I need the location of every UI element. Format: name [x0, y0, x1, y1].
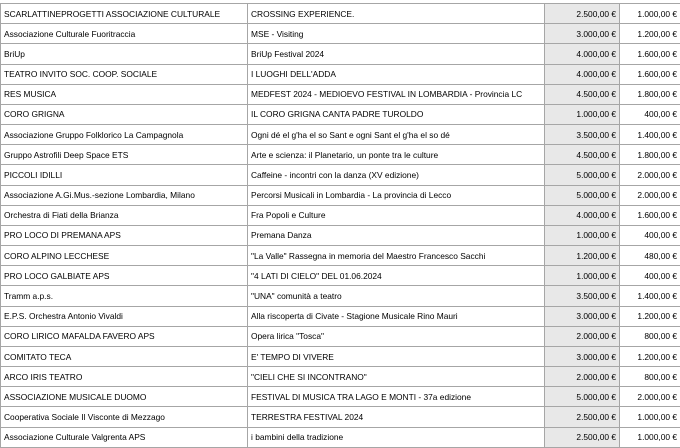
cost-cell: 3.000,00 € [545, 306, 620, 326]
contribution-cell: 2.000,00 € [620, 185, 680, 205]
cost-cell: 3.000,00 € [545, 346, 620, 366]
contribution-cell: 1.800,00 € [620, 145, 680, 165]
organization-cell: CORO ALPINO LECCHESE [1, 246, 248, 266]
table-row [1, 205, 680, 225]
cost-cell: 4.500,00 € [545, 145, 620, 165]
cost-cell: 5.000,00 € [545, 387, 620, 407]
cost-cell: 3.000,00 € [545, 24, 620, 44]
organization-cell: CORO GRIGNA [1, 104, 248, 124]
contribution-cell: 1.200,00 € [620, 346, 680, 366]
project-cell: Premana Danza [248, 225, 545, 245]
table-row [1, 24, 680, 44]
contribution-cell: 1.000,00 € [620, 4, 680, 24]
organization-cell: COMITATO TECA [1, 346, 248, 366]
contribution-cell: 1.600,00 € [620, 64, 680, 84]
organization-cell: Tramm a.p.s. [1, 286, 248, 306]
table-row [1, 225, 680, 245]
project-cell: Ogni dé el g'ha el so Sant e ogni Sant el g'ha el so dé [248, 125, 545, 145]
organization-cell: PRO LOCO DI PREMANA APS [1, 225, 248, 245]
contribution-cell: 1.200,00 € [620, 24, 680, 44]
organization-cell: PICCOLI IDILLI [1, 165, 248, 185]
organization-cell: E.P.S. Orchestra Antonio Vivaldi [1, 306, 248, 326]
cost-cell: 3.500,00 € [545, 125, 620, 145]
organization-cell: Cooperativa Sociale Il Visconte di Mezzago [1, 407, 248, 427]
contribution-cell: 2.000,00 € [620, 387, 680, 407]
project-cell: Percorsi Musicali in Lombardia - La provincia di Lecco [248, 185, 545, 205]
table-row [1, 407, 680, 427]
contribution-cell: 800,00 € [620, 326, 680, 346]
table-row [1, 367, 680, 387]
contribution-cell: 1.800,00 € [620, 84, 680, 104]
table-row [1, 125, 680, 145]
cost-cell: 1.000,00 € [545, 225, 620, 245]
contribution-cell: 400,00 € [620, 266, 680, 286]
cost-cell: 1.000,00 € [545, 266, 620, 286]
cost-cell: 4.000,00 € [545, 44, 620, 64]
project-cell: "UNA" comunità a teatro [248, 286, 545, 306]
contribution-cell: 800,00 € [620, 367, 680, 387]
project-cell: Fra Popoli e Culture [248, 205, 545, 225]
organization-cell: BriUp [1, 44, 248, 64]
table-row [1, 427, 680, 447]
contribution-cell: 1.600,00 € [620, 44, 680, 64]
cost-cell: 2.500,00 € [545, 427, 620, 447]
contribution-cell: 400,00 € [620, 225, 680, 245]
contribution-cell: 400,00 € [620, 104, 680, 124]
organization-cell: TEATRO INVITO SOC. COOP. SOCIALE [1, 64, 248, 84]
table-row [1, 286, 680, 306]
table-row [1, 387, 680, 407]
project-cell: MSE - Visiting [248, 24, 545, 44]
cost-cell: 4.000,00 € [545, 205, 620, 225]
contribution-cell: 1.400,00 € [620, 125, 680, 145]
organization-cell: Associazione Culturale Valgrenta APS [1, 427, 248, 447]
contribution-cell: 2.000,00 € [620, 165, 680, 185]
contribution-cell: 1.000,00 € [620, 427, 680, 447]
table-row [1, 306, 680, 326]
project-cell: MEDFEST 2024 - MEDIOEVO FESTIVAL IN LOMBARDIA - Provincia LC [248, 84, 545, 104]
cost-cell: 2.500,00 € [545, 4, 620, 24]
contribution-cell: 480,00 € [620, 246, 680, 266]
organization-cell: CORO LIRICO MAFALDA FAVERO APS [1, 326, 248, 346]
project-cell: IL CORO GRIGNA CANTA PADRE TUROLDO [248, 104, 545, 124]
contribution-cell: 1.400,00 € [620, 286, 680, 306]
project-cell: Alla riscoperta di Civate - Stagione Musicale Rino Mauri [248, 306, 545, 326]
project-cell: Opera lirica "Tosca" [248, 326, 545, 346]
organization-cell: SCARLATTINEPROGETTI ASSOCIAZIONE CULTURALE [1, 4, 248, 24]
table-row [1, 346, 680, 366]
table-row [1, 246, 680, 266]
project-cell: "CIELI CHE SI INCONTRANO" [248, 367, 545, 387]
contribution-cell: 1.600,00 € [620, 205, 680, 225]
cost-cell: 4.500,00 € [545, 84, 620, 104]
table-row [1, 4, 680, 24]
organization-cell: Associazione A.Gi.Mus.-sezione Lombardia, Milano [1, 185, 248, 205]
table-row [1, 266, 680, 286]
cost-cell: 1.200,00 € [545, 246, 620, 266]
organization-cell: Associazione Gruppo Folklorico La Campagnola [1, 125, 248, 145]
cost-cell: 1.000,00 € [545, 104, 620, 124]
organization-cell: RES MUSICA [1, 84, 248, 104]
table-row [1, 104, 680, 124]
organization-cell: ASSOCIAZIONE MUSICALE DUOMO [1, 387, 248, 407]
cost-cell: 4.000,00 € [545, 64, 620, 84]
cost-cell: 2.000,00 € [545, 326, 620, 346]
project-cell: FESTIVAL DI MUSICA TRA LAGO E MONTI - 37a edizione [248, 387, 545, 407]
cost-cell: 2.500,00 € [545, 407, 620, 427]
table-row [1, 84, 680, 104]
project-cell: i bambini della tradizione [248, 427, 545, 447]
funding-table [0, 3, 680, 448]
project-cell: CROSSING EXPERIENCE. [248, 4, 545, 24]
project-cell: TERRESTRA FESTIVAL 2024 [248, 407, 545, 427]
cost-cell: 3.500,00 € [545, 286, 620, 306]
project-cell: BriUp Festival 2024 [248, 44, 545, 64]
project-cell: Arte e scienza: il Planetario, un ponte tra le culture [248, 145, 545, 165]
table-row [1, 64, 680, 84]
contribution-cell: 1.000,00 € [620, 407, 680, 427]
project-cell: "4 LATI DI CIELO" DEL 01.06.2024 [248, 266, 545, 286]
table-row [1, 145, 680, 165]
organization-cell: PRO LOCO GALBIATE APS [1, 266, 248, 286]
table-row [1, 165, 680, 185]
organization-cell: Orchestra di Fiati della Brianza [1, 205, 248, 225]
cost-cell: 5.000,00 € [545, 185, 620, 205]
cost-cell: 5.000,00 € [545, 165, 620, 185]
funding-table-body [1, 4, 680, 448]
project-cell: "La Valle" Rassegna in memoria del Maestro Francesco Sacchi [248, 246, 545, 266]
contribution-cell: 1.200,00 € [620, 306, 680, 326]
table-row [1, 44, 680, 64]
project-cell: Caffeine - incontri con la danza (XV edizione) [248, 165, 545, 185]
project-cell: E' TEMPO DI VIVERE [248, 346, 545, 366]
organization-cell: Gruppo Astrofili Deep Space ETS [1, 145, 248, 165]
cost-cell: 2.000,00 € [545, 367, 620, 387]
project-cell: I LUOGHI DELL'ADDA [248, 64, 545, 84]
table-row [1, 326, 680, 346]
organization-cell: Associazione Culturale Fuoritraccia [1, 24, 248, 44]
organization-cell: ARCO IRIS TEATRO [1, 367, 248, 387]
table-row [1, 185, 680, 205]
